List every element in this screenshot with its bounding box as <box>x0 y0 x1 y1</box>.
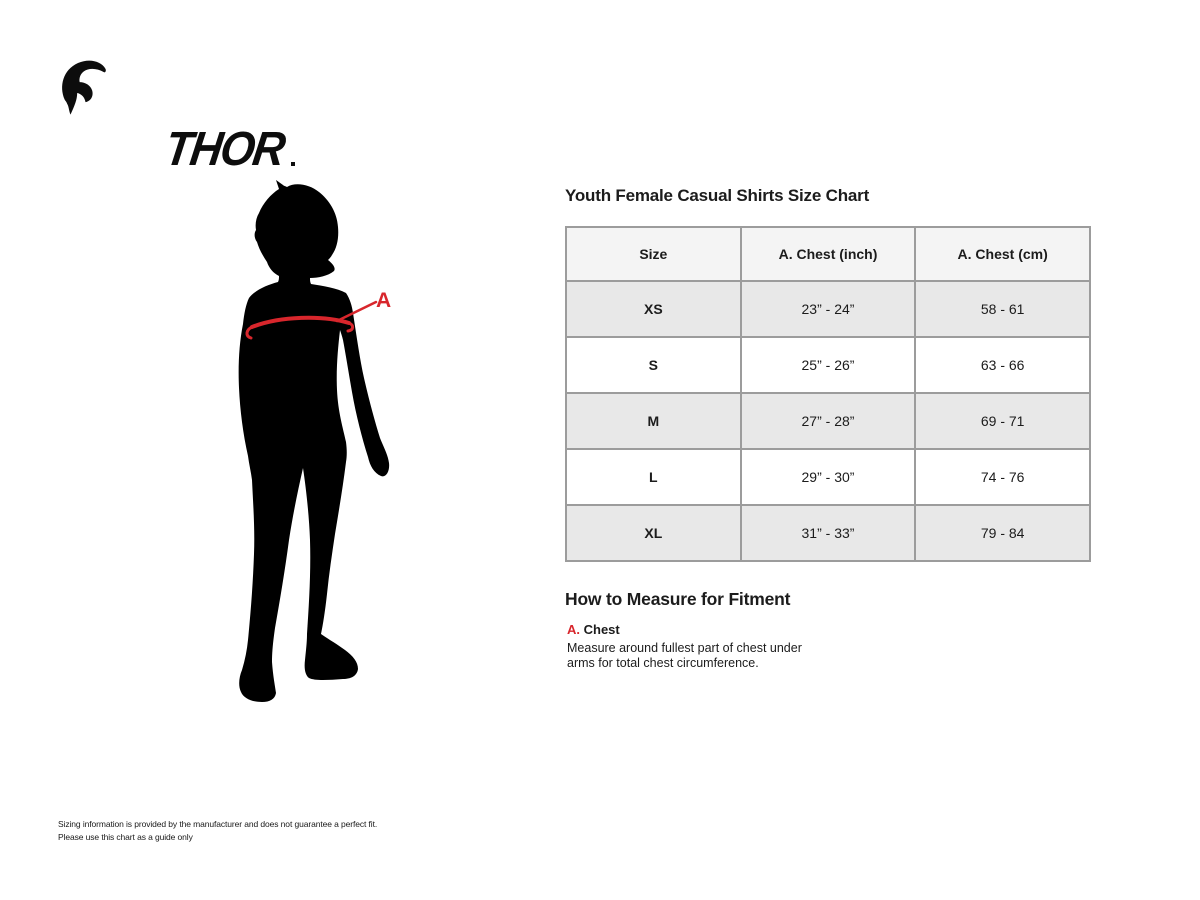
chest-inch-value: 23” - 24” <box>741 281 916 337</box>
size-chart-table <box>565 226 1091 562</box>
brand-wordmark: THOR <box>161 123 287 176</box>
size-value: M <box>566 393 741 449</box>
size-value: L <box>566 449 741 505</box>
size-chart-title: Youth Female Casual Shirts Size Chart <box>565 186 870 205</box>
measure-item-description: Measure around fullest part of chest under arms for total chest circumference. <box>567 641 802 670</box>
chest-cm-value: 74 - 76 <box>915 449 1090 505</box>
chest-inch-value: 25” - 26” <box>741 337 916 393</box>
size-value: S <box>566 337 741 393</box>
column-header-chest-inch: A. Chest (inch) <box>741 227 916 281</box>
brand-logo <box>58 58 287 176</box>
table-row <box>566 505 1090 561</box>
table-header-row <box>566 227 1090 281</box>
how-to-measure-heading: How to Measure for Fitment <box>565 589 791 609</box>
measure-item-title <box>567 622 620 637</box>
disclaimer-line: Please use this chart as a guide only <box>58 831 193 842</box>
disclaimer-line: Sizing information is provided by the manufacturer and does not guarantee a perfect fit. <box>58 819 378 829</box>
chest-measure-label: A <box>376 289 392 312</box>
size-value: XL <box>566 505 741 561</box>
disclaimer-footer <box>58 818 377 843</box>
column-header-chest-cm: A. Chest (cm) <box>915 227 1090 281</box>
measure-item-name: Chest <box>583 622 620 637</box>
table-row <box>566 449 1090 505</box>
column-header-size: Size <box>566 227 741 281</box>
fitment-figure <box>225 172 465 712</box>
chest-cm-value: 79 - 84 <box>915 505 1090 561</box>
chest-inch-value: 27” - 28” <box>741 393 916 449</box>
thor-goat-icon <box>58 58 108 118</box>
chest-cm-value: 58 - 61 <box>915 281 1090 337</box>
chest-cm-value: 69 - 71 <box>915 393 1090 449</box>
table-row <box>566 337 1090 393</box>
table-row <box>566 281 1090 337</box>
chest-cm-value: 63 - 66 <box>915 337 1090 393</box>
child-silhouette <box>225 172 465 712</box>
trademark-dot <box>291 162 295 166</box>
size-value: XS <box>566 281 741 337</box>
chest-inch-value: 29” - 30” <box>741 449 916 505</box>
chest-inch-value: 31” - 33” <box>741 505 916 561</box>
measure-item-key: A. <box>567 622 580 637</box>
table-row <box>566 393 1090 449</box>
